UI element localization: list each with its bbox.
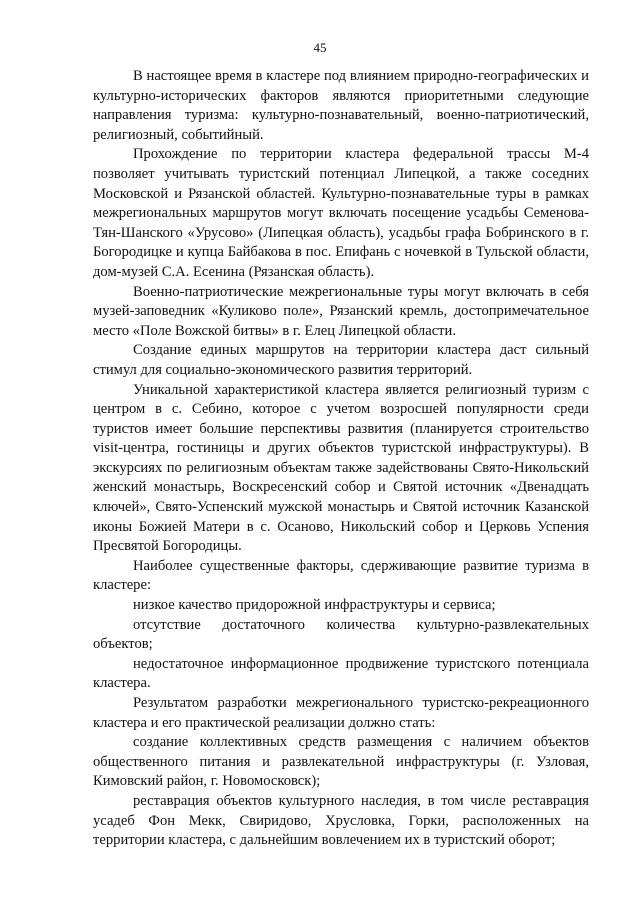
paragraph-expected-results: Результатом разработки межрегионального туристско-рекреационного кластера и его практической реализации должно стать: <box>93 695 589 731</box>
list-item-accommodation-facilities: создание коллективных средств размещения с наличием объектов общественного питания и развлекательной инфраструктуры (г. Узловая, Кимовский район, г. Новомосковск); <box>93 734 589 790</box>
paragraph-religious-tourism: Уникальной характеристикой кластера является религиозный туризм с центром в с. Себино, которое с учетом возросшей популярности среди туристов имеет большие перспективы развития (планируется строительство visit-центра, гостиницы и других объектов туристской инфраструктуры). В экскурсиях по религиозным объектам также задействованы Свято-Никольский женский монастырь, Воскресенский собор и Святой источник «Двенадцать ключей», Свято-Успенский мужской монастырь и Святой источник Казанской иконы Божией Матери в с. Осаново, Никольский собор и Церковь Успения Пресвятой Богородицы. <box>93 381 589 555</box>
list-item-information-promotion: недостаточное информационное продвижение туристского потенциала кластера. <box>93 655 589 692</box>
page-body <box>93 67 589 851</box>
page-number: 45 <box>313 40 327 55</box>
list-item-roadside-infrastructure: низкое качество придорожной инфраструктуры и сервиса; <box>133 597 496 614</box>
paragraph-constraining-factors: Наиболее существенные факторы, сдерживающие развитие туризма в кластере: <box>93 557 589 594</box>
paragraph-m4-highway: Прохождение по территории кластера федеральной трассы М-4 позволяет учитывать туристский потенциал Липецкой, а также соседних Московской и Рязанской областей. Культурно-познавательные туры в рамках межрегиональных маршрутов могут включать посещение усадьбы Семенова-Тян-Шанского «Урусово» (Липецкая область), усадьбы графа Бобринского в г. Богородицке и купца Байбакова в пос. Епифань с ночевкой в Тульской области, дом-музей С.А. Есенина (Рязанская область). <box>93 146 589 280</box>
paragraph-tourism-directions: В настоящее время в кластере под влиянием природно-географических и культурно-исторических факторов являются приоритетными следующие направления туризма: культурно-познавательный, военно-патриотический, религиозный, событийный. <box>93 68 589 143</box>
paragraph-military-patriotic-tours: Военно-патриотические межрегиональные туры могут включать в себя музей-заповедник «Куликово поле», Рязанский кремль, достопримечательное место «Поле Вожской битвы» в г. Елец Липецкой области. <box>93 283 589 339</box>
paragraph-unified-routes: Создание единых маршрутов на территории кластера даст сильный стимул для социально-экономического развития территорий. <box>93 342 589 378</box>
list-item-heritage-restoration: реставрация объектов культурного наследия, в том числе реставрация усадеб Фон Мекк, Свиридово, Хрусловка, Горки, расположенных на территории кластера, с дальнейшим вовлечением их в туристский оборот; <box>93 792 589 849</box>
list-item-entertainment-objects: отсутствие достаточного количества культурно-развлекательных объектов; <box>93 616 589 653</box>
